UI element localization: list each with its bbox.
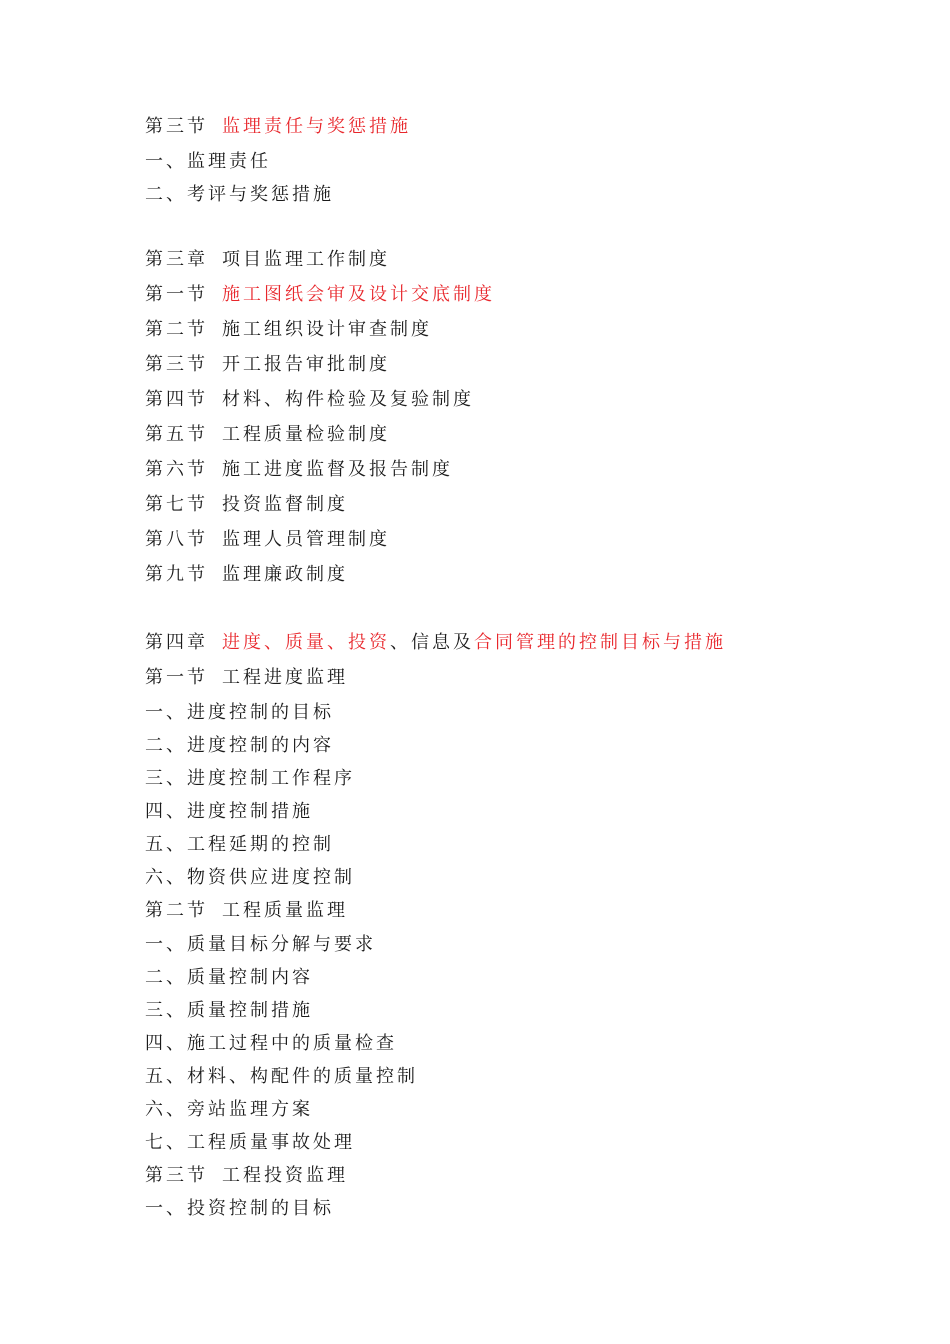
toc-item	[145, 1198, 334, 1220]
toc-heading	[145, 424, 390, 446]
toc-item	[145, 702, 334, 724]
section-number: 第二节	[145, 900, 208, 921]
title-text: 工程质量监理	[222, 900, 348, 921]
title-text: 材料、构件检验及复验制度	[222, 389, 474, 410]
section-number: 第四节	[145, 389, 208, 410]
toc-heading	[145, 1165, 348, 1187]
title-text: 五、材料、构配件的质量控制	[145, 1066, 418, 1087]
toc-item	[145, 184, 334, 206]
title-text: 六、物资供应进度控制	[145, 867, 355, 888]
highlighted-title-text: 施工图纸会审及设计交底制度	[222, 284, 495, 305]
toc-item	[145, 834, 334, 856]
toc-item	[145, 1033, 397, 1055]
toc-heading	[145, 667, 348, 689]
section-number: 第二节	[145, 319, 208, 340]
section-number: 第六节	[145, 459, 208, 480]
title-text: 三、进度控制工作程序	[145, 768, 355, 789]
toc-heading	[145, 564, 348, 586]
toc-heading	[145, 494, 348, 516]
toc-item	[145, 151, 271, 173]
title-text: 工程质量检验制度	[222, 424, 390, 445]
toc-heading	[145, 529, 390, 551]
title-text: 投资监督制度	[222, 494, 348, 515]
section-number: 第三节	[145, 116, 208, 137]
section-number: 第三节	[145, 354, 208, 375]
toc-heading	[145, 249, 390, 271]
section-number: 第九节	[145, 564, 208, 585]
section-number: 第四章	[145, 632, 208, 653]
toc-item	[145, 1066, 418, 1088]
section-number: 第三章	[145, 249, 208, 270]
title-text: 工程投资监理	[222, 1165, 348, 1186]
toc-heading	[145, 284, 495, 306]
toc-item	[145, 1132, 355, 1154]
toc-item	[145, 735, 334, 757]
toc-heading	[145, 900, 348, 922]
title-text: 二、进度控制的内容	[145, 735, 334, 756]
title-text: 、信息及	[390, 632, 474, 653]
title-text: 四、施工过程中的质量检查	[145, 1033, 397, 1054]
title-text: 施工进度监督及报告制度	[222, 459, 453, 480]
title-text: 工程进度监理	[222, 667, 348, 688]
toc-item	[145, 967, 313, 989]
highlighted-title-text: 进度、质量、投资	[222, 632, 390, 653]
title-text: 六、旁站监理方案	[145, 1099, 313, 1120]
title-text: 监理廉政制度	[222, 564, 348, 585]
section-number: 第七节	[145, 494, 208, 515]
title-text: 七、工程质量事故处理	[145, 1132, 355, 1153]
title-text: 施工组织设计审查制度	[222, 319, 432, 340]
toc-item	[145, 1000, 313, 1022]
title-text: 一、投资控制的目标	[145, 1198, 334, 1219]
section-number: 第一节	[145, 284, 208, 305]
toc-heading	[145, 459, 453, 481]
title-text: 三、质量控制措施	[145, 1000, 313, 1021]
title-text: 二、考评与奖惩措施	[145, 184, 334, 205]
title-text: 一、进度控制的目标	[145, 702, 334, 723]
toc-item	[145, 867, 355, 889]
title-text: 二、质量控制内容	[145, 967, 313, 988]
section-number: 第八节	[145, 529, 208, 550]
section-number: 第三节	[145, 1165, 208, 1186]
highlighted-title-text: 监理责任与奖惩措施	[222, 116, 411, 137]
title-text: 监理人员管理制度	[222, 529, 390, 550]
toc-item	[145, 1099, 313, 1121]
section-number: 第一节	[145, 667, 208, 688]
title-text: 五、工程延期的控制	[145, 834, 334, 855]
title-text: 开工报告审批制度	[222, 354, 390, 375]
toc-heading	[145, 632, 726, 654]
toc-item	[145, 934, 376, 956]
toc-heading	[145, 116, 411, 138]
section-number: 第五节	[145, 424, 208, 445]
toc-heading	[145, 389, 474, 411]
title-text: 项目监理工作制度	[222, 249, 390, 270]
highlighted-title-text: 合同管理的控制目标与措施	[474, 632, 726, 653]
title-text: 一、质量目标分解与要求	[145, 934, 376, 955]
toc-item	[145, 768, 355, 790]
title-text: 四、进度控制措施	[145, 801, 313, 822]
title-text: 一、监理责任	[145, 151, 271, 172]
toc-heading	[145, 354, 390, 376]
toc-heading	[145, 319, 432, 341]
toc-item	[145, 801, 313, 823]
